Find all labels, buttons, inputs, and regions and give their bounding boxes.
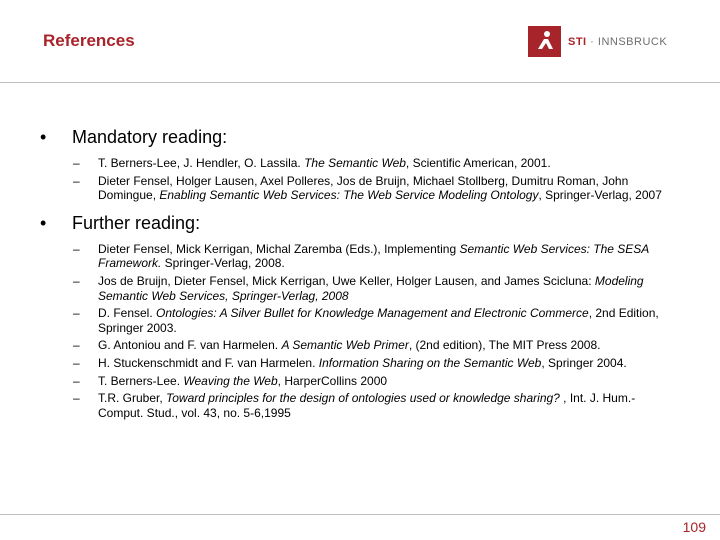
reference-segment: D. Fensel. (98, 306, 157, 321)
logo-separator: · (586, 35, 598, 48)
bullet-icon: • (40, 212, 47, 233)
reference-text (98, 174, 688, 203)
logo-brand-text: STI (568, 35, 587, 48)
reference-title: Enabling Semantic Web Services: The Web Service Modeling Ontology (159, 188, 539, 203)
reference-item (38, 174, 688, 203)
reference-item (38, 156, 688, 171)
reference-text (98, 156, 688, 171)
reference-item (38, 338, 688, 353)
dash-icon: – (73, 373, 80, 388)
section-heading-row (38, 212, 688, 234)
reference-title: Modeling Semantic Web Services, Springer-Verlag, 2008 (98, 273, 644, 303)
logo-wordmark (568, 36, 667, 48)
reference-item (38, 391, 688, 420)
section-heading: Further reading: (72, 212, 201, 233)
references-content (38, 126, 688, 429)
reference-segment: , Springer-Verlag, 2007 (538, 188, 662, 203)
bullet-icon: • (40, 127, 47, 147)
footer-divider (0, 514, 720, 515)
reference-segment: Jos de Bruijn, Dieter Fensel, Mick Kerrigan, Uwe Keller, Holger Lausen, and James Scicluna: (98, 273, 595, 288)
reference-title: Information Sharing on the Semantic Web (318, 355, 542, 370)
dash-icon: – (73, 273, 80, 288)
reference-segment: G. Antoniou and F. van Harmelen. (98, 338, 282, 353)
reference-segment: , 2nd Edition, Springer 2003. (98, 306, 659, 335)
reference-text (98, 306, 688, 335)
reference-segment: , HarperCollins 2000 (277, 373, 388, 388)
reference-text (98, 356, 688, 371)
reference-item (38, 356, 688, 371)
reference-segment: T. Berners-Lee. (98, 373, 184, 388)
section-heading: Mandatory reading: (72, 127, 228, 147)
sti-innsbruck-logo (528, 26, 667, 57)
sti-logo-icon (528, 26, 561, 57)
section-heading-row (38, 126, 688, 148)
section-mandatory-reading (38, 126, 688, 203)
reference-segment: , Int. J. Hum.-Comput. Stud., vol. 43, no. 5-6,1995 (98, 391, 636, 420)
slide-title: References (43, 31, 135, 50)
reference-text (98, 242, 688, 271)
reference-segment: , (2nd edition), The MIT Press 2008. (408, 338, 601, 353)
reference-segment: Dieter Fensel, Mick Kerrigan, Michal Zaremba (Eds.), Implementing (98, 241, 460, 256)
dash-icon: – (73, 338, 80, 353)
reference-segment: Springer-Verlag, 2008. (161, 256, 285, 271)
reference-title: Ontologies: A Silver Bullet for Knowledge Management and Electronic Commerce (156, 306, 589, 321)
dash-icon: – (73, 241, 80, 256)
header-divider (0, 82, 720, 83)
reference-text (98, 338, 688, 353)
reference-item (38, 274, 688, 303)
reference-item (38, 306, 688, 335)
reference-segment: , Springer 2004. (541, 355, 627, 370)
reference-title: Weaving the Web (183, 373, 278, 388)
reference-segment: T.R. Gruber, (98, 391, 167, 406)
dash-icon: – (73, 355, 80, 370)
reference-item (38, 374, 688, 389)
reference-segment: Dieter Fensel, Holger Lausen, Axel Polleres, Jos de Bruijn, Michael Stollberg, Dumitru Roman, John Domingue, (98, 173, 629, 203)
reference-title: Semantic Web Services: The SESA Framework. (98, 241, 649, 271)
reference-title: Toward principles for the design of ontologies used or knowledge sharing? (166, 391, 564, 406)
reference-text (98, 274, 688, 303)
reference-segment: H. Stuckenschmidt and F. van Harmelen. (98, 355, 319, 370)
page-number: 109 (682, 519, 706, 535)
dash-icon: – (73, 173, 80, 188)
reference-list (38, 156, 688, 203)
reference-text (98, 374, 688, 389)
logo-place-text: INNSBRUCK (597, 35, 668, 48)
reference-segment: T. Berners-Lee, J. Hendler, O. Lassila. (98, 156, 305, 170)
reference-text (98, 391, 688, 420)
section-further-reading (38, 212, 688, 421)
reference-item (38, 242, 688, 271)
dash-icon: – (73, 391, 80, 406)
reference-title: The Semantic Web (304, 156, 406, 170)
reference-segment: , Scientific American, 2001. (405, 156, 551, 170)
dash-icon: – (73, 306, 80, 321)
reference-title: A Semantic Web Primer (281, 338, 409, 353)
dash-icon: – (73, 156, 80, 170)
reference-list (38, 242, 688, 421)
